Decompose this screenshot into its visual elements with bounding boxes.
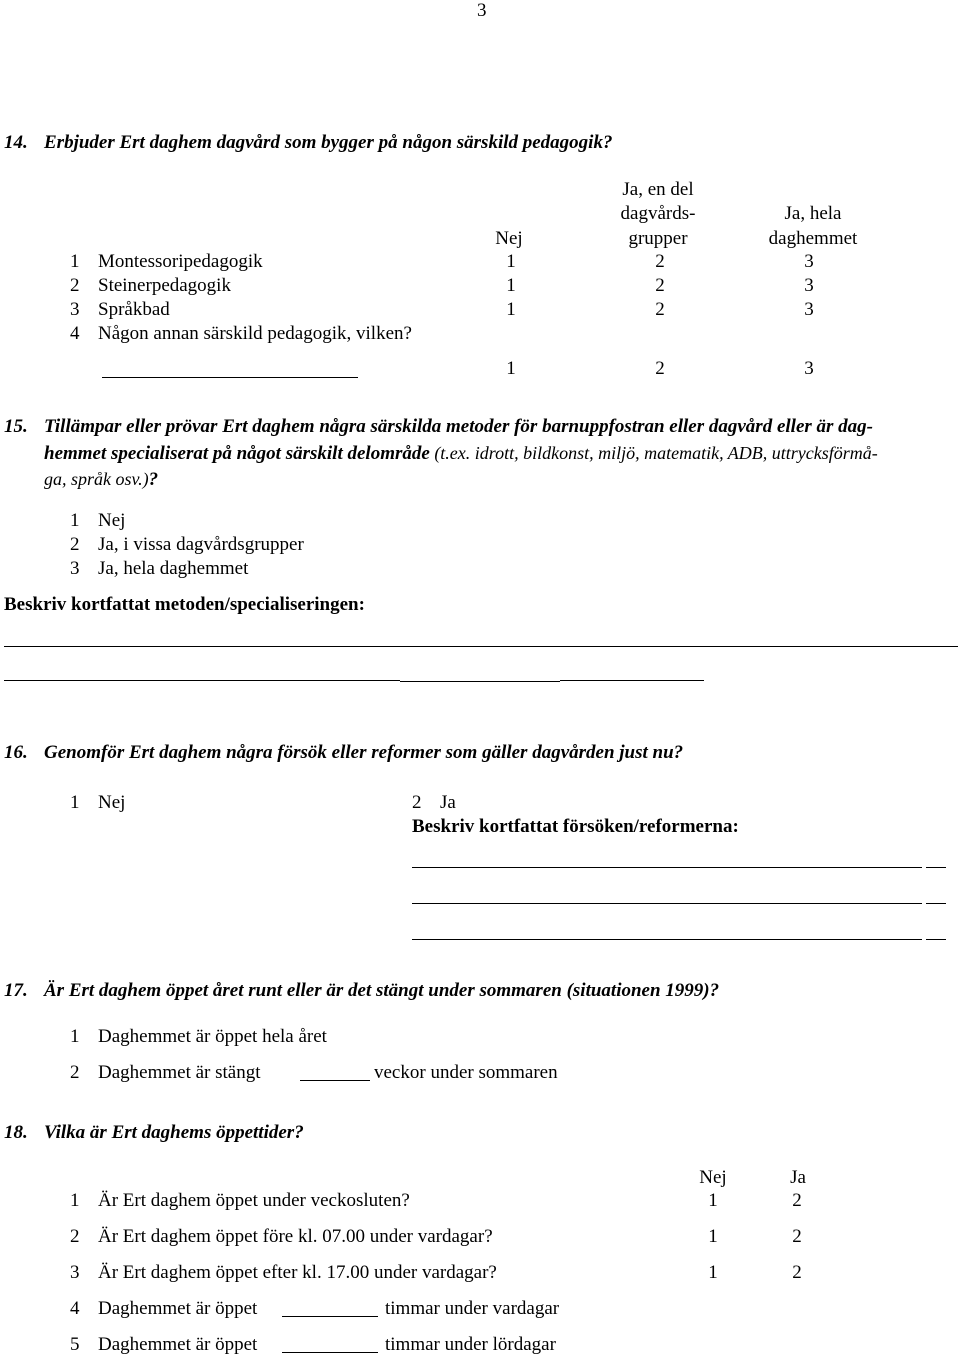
q14-row1-v1[interactable]: 1 [506,251,516,272]
q15-question-line3-plain: ga, språk osv.) [44,469,149,489]
q14-other-v1[interactable]: 1 [506,358,516,379]
q18-row4-num: 4 [70,1298,80,1319]
q14-col-del-line1: Ja, en del [622,179,694,200]
q14-row2-v3[interactable]: 3 [804,275,814,296]
q18-number: 18. [4,1122,28,1143]
q15-option2-num[interactable]: 2 [70,534,80,555]
q16-question: Genomför Ert daghem några försök eller reformer som gäller dagvården just nu? [44,742,684,763]
q14-row3-v3[interactable]: 3 [804,299,814,320]
q14-question: Erbjuder Ert daghem dagvård som bygger på någon särskild pedagogik? [44,132,613,153]
q14-row3-num: 3 [70,299,80,320]
q14-col-nej: Nej [495,228,523,249]
q15-describe-line1[interactable] [4,646,958,647]
q18-row2-v1[interactable]: 1 [708,1226,718,1247]
q14-row4-num: 4 [70,323,80,344]
q15-question-line3 [44,468,158,491]
q18-row3-v1[interactable]: 1 [708,1262,718,1283]
q18-row5-prefix: Daghemmet är öppet [98,1334,258,1355]
q14-row4-label: Någon annan särskild pedagogik, vilken? [98,323,412,344]
q15-question-line3-bold: ? [148,469,159,490]
q15-question-line2 [44,442,878,465]
q17-option2-label: Daghemmet är stängt [98,1062,261,1083]
q16-option1-num[interactable]: 1 [70,792,80,813]
q17-option1-num[interactable]: 1 [70,1026,80,1047]
q18-row2-num: 2 [70,1226,80,1247]
q14-row1-v2[interactable]: 2 [655,251,665,272]
q18-row3-label: Är Ert daghem öppet efter kl. 17.00 under vardagar? [98,1262,497,1283]
q14-other-v2[interactable]: 2 [655,358,665,379]
q15-option3-label: Ja, hela daghemmet [98,558,249,579]
q18-col-ja: Ja [790,1167,806,1188]
q14-row1-label: Montessoripedagogik [98,251,263,272]
q18-row4-prefix: Daghemmet är öppet [98,1298,258,1319]
q15-option3-num[interactable]: 3 [70,558,80,579]
q17-option1-label: Daghemmet är öppet hela året [98,1026,327,1047]
q18-row5-num: 5 [70,1334,80,1355]
q14-col-del-line2: dagvårds- [620,203,696,224]
q14-row3-v2[interactable]: 2 [655,299,665,320]
q16-describe-line3a[interactable] [412,939,922,940]
q18-row1-v1[interactable]: 1 [708,1190,718,1211]
q16-option2-num[interactable]: 2 [412,792,422,813]
q18-row4-hours-input[interactable] [282,1316,378,1317]
q18-row5-suffix: timmar under lördagar [385,1334,556,1355]
q17-option2-suffix: veckor under sommaren [374,1062,558,1083]
q16-describe-line2a[interactable] [412,903,922,904]
q16-describe-label: Beskriv kortfattat försöken/reformerna: [412,816,739,837]
q14-other-text-line[interactable] [102,377,358,378]
q15-question-line1: Tillämpar eller prövar Ert daghem några särskilda metoder för barnuppfostran eller dagvård eller är dag- [44,416,873,437]
q18-row1-v2[interactable]: 2 [792,1190,802,1211]
q16-option2-label: Ja [440,792,456,813]
q18-question: Vilka är Ert daghems öppettider? [44,1122,304,1143]
q16-option1-label: Nej [98,792,126,813]
q15-describe-line2a[interactable] [4,680,400,681]
q15-number: 15. [4,416,28,437]
q16-describe-line1a[interactable] [412,867,922,868]
q14-col-del-line3: grupper [628,228,688,249]
q18-row5-hours-input[interactable] [282,1352,378,1353]
q18-row4-suffix: timmar under vardagar [385,1298,560,1319]
q18-row3-num: 3 [70,1262,80,1283]
q14-row1-v3[interactable]: 3 [804,251,814,272]
q18-row1-label: Är Ert daghem öppet under veckosluten? [98,1190,410,1211]
q15-option1-label: Nej [98,510,126,531]
q16-number: 16. [4,742,28,763]
q18-row2-label: Är Ert daghem öppet före kl. 07.00 under vardagar? [98,1226,493,1247]
q15-question-line2-bold: hemmet specialiserat på något särskilt delområde [44,443,430,464]
q18-col-nej: Nej [699,1167,727,1188]
q16-describe-line2b[interactable] [926,903,946,904]
q18-row2-v2[interactable]: 2 [792,1226,802,1247]
q14-row2-v1[interactable]: 1 [506,275,516,296]
q14-row2-v2[interactable]: 2 [655,275,665,296]
q18-row3-v2[interactable]: 2 [792,1262,802,1283]
q15-option1-num[interactable]: 1 [70,510,80,531]
q14-col-hela-line2: daghemmet [768,228,858,249]
q17-question: Är Ert daghem öppet året runt eller är det stängt under sommaren (situationen 1999)? [44,980,720,1001]
q17-weeks-input[interactable] [300,1080,370,1081]
q14-row3-label: Språkbad [98,299,170,320]
page-number: 3 [477,0,487,21]
q15-option2-label: Ja, i vissa dagvårdsgrupper [98,534,304,555]
q18-row1-num: 1 [70,1190,80,1211]
q14-row1-num: 1 [70,251,80,272]
q14-row2-num: 2 [70,275,80,296]
q14-number: 14. [4,132,28,153]
q14-col-hela-line1: Ja, hela [784,203,842,224]
q15-question-line2-plain: (t.ex. idrott, bildkonst, miljö, matematik, ADB, uttrycksförmå- [429,443,878,463]
q14-row3-v1[interactable]: 1 [506,299,516,320]
q15-describe-label: Beskriv kortfattat metoden/specialiseringen: [4,594,365,615]
q17-number: 17. [4,980,28,1001]
q17-option2-num[interactable]: 2 [70,1062,80,1083]
q16-describe-line3b[interactable] [926,939,946,940]
q14-other-v3[interactable]: 3 [804,358,814,379]
q15-describe-line2c[interactable] [560,680,704,681]
q15-describe-line2b[interactable] [400,681,560,682]
q14-row2-label: Steinerpedagogik [98,275,231,296]
q16-describe-line1b[interactable] [926,867,946,868]
